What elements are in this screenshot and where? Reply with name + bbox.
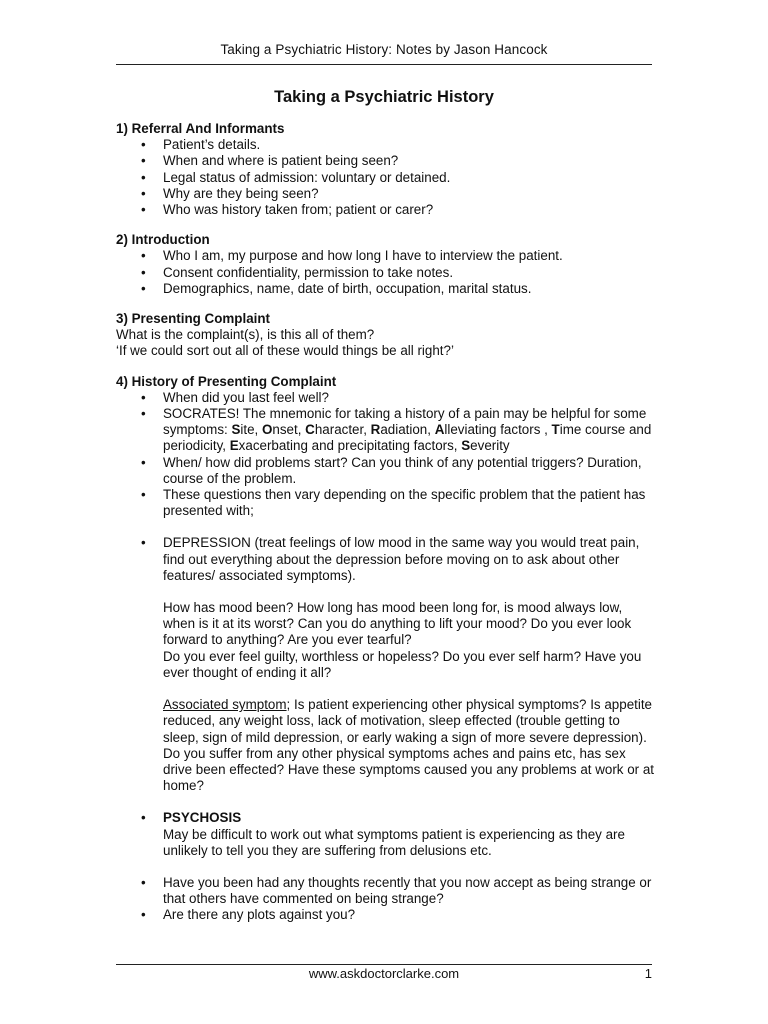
mnemonic-word: everity (470, 438, 510, 454)
mnemonic-letter: A (434, 422, 445, 438)
psychosis-label: • PSYCHOSIS (163, 810, 242, 826)
document-body (116, 121, 656, 938)
associated-symptom-text: ; Is patient experiencing other physical symptoms? Is appetite reduced, any weight loss, lack of motivation, sleep effected (trouble getting to sleep, sign of mild depression, or early waking a sign of more severe depression). Do you suffer from any other physical symptoms aches and pains etc, has sex drive been effected? Have these symptoms caused you any problems at work or at home? (163, 697, 655, 794)
psychosis-text: May be difficult to work out what symptoms patient is experiencing as they are unlikely to tell you they are suffering from delusions etc. (163, 826, 625, 858)
associated-symptoms (163, 697, 656, 794)
socrates-intro: SOCRATES! The mnemonic for taking a history of a pain may be helpful for some symptoms: (163, 406, 647, 438)
mnemonic-word: ime course and periodicity, (163, 422, 652, 454)
associated-symptom-label: Associated symptom (163, 697, 287, 713)
section-introduction (116, 232, 656, 297)
list-item: • Why are they being seen? (116, 186, 656, 202)
list-item: • Who was history taken from; patient or carer? (116, 202, 656, 218)
mnemonic-letter: E (229, 438, 239, 454)
section-referral (116, 121, 656, 218)
list-item: • Consent confidentiality, permission to take notes. (116, 265, 656, 281)
bullet-list (116, 810, 656, 859)
section-presenting-complaint (116, 311, 656, 360)
psychosis-item (116, 810, 656, 859)
section-heading: 1) Referral And Informants (116, 121, 285, 136)
mnemonic-word: haracter, (314, 422, 371, 438)
footer-divider (116, 964, 652, 965)
list-item: • When did you last feel well? (116, 390, 656, 406)
section-heading: 4) History of Presenting Complaint (116, 373, 337, 389)
section-heading: 3) Presenting Complaint (116, 311, 271, 327)
footer-url: www.askdoctorclarke.com (308, 966, 460, 981)
bullet-list (116, 875, 656, 924)
depression-item (116, 535, 656, 794)
section-history-presenting-complaint (116, 374, 656, 924)
mnemonic-word: nset, (272, 422, 306, 438)
list-item: • When and where is patient being seen? (116, 153, 656, 169)
mnemonic-word: ite, (240, 422, 262, 438)
page-number: 1 (644, 966, 652, 981)
list-item: • Are there any plots against you? (116, 907, 656, 923)
socrates-item (116, 406, 656, 455)
paragraph-line: ‘If we could sort out all of these would things be all right?’ (116, 343, 454, 359)
mnemonic-letter: S (461, 438, 471, 454)
bullet-list (116, 248, 656, 297)
list-item: • When/ how did problems start? Can you think of any potential triggers? Duration, course of the problem. (116, 455, 656, 487)
section-heading: 2) Introduction (116, 232, 210, 248)
list-item: • Legal status of admission: voluntary or detained. (116, 170, 656, 186)
depression-intro: • DEPRESSION (treat feelings of low mood in the same way you would treat pain, find out everything about the depression before moving on to ask about other features/ associated symptoms). (163, 535, 640, 583)
paragraph-line: What is the complaint(s), is this all of them? (116, 327, 375, 343)
mnemonic-letter: C (305, 422, 315, 438)
depression-questions-1: How has mood been? How long has mood been long for, is mood always low, when is it at its worst? Can you do anything to lift your mood? Do you ever look forward to anything? Are you ever tearful? (163, 600, 632, 648)
page-header: Taking a Psychiatric History: Notes by Jason Hancock (220, 42, 548, 57)
list-item: • Patient’s details. (116, 137, 656, 153)
mnemonic-word: lleviating factors , (444, 422, 552, 438)
list-item: • Have you been had any thoughts recently that you now accept as being strange or that others have commented on being strange? (116, 875, 656, 907)
mnemonic-word: xacerbating and precipitating factors, (238, 438, 462, 454)
header-divider (116, 64, 652, 65)
depression-questions-2: Do you ever feel guilty, worthless or hopeless? Do you ever self harm? Have you ever thought of ending it all? (163, 648, 642, 680)
mnemonic-word: adiation, (380, 422, 435, 438)
list-item: • Demographics, name, date of birth, occupation, marital status. (116, 281, 656, 297)
document-title: Taking a Psychiatric History (274, 88, 494, 106)
list-item: • Who I am, my purpose and how long I have to interview the patient. (116, 248, 656, 264)
bullet-list (116, 390, 656, 520)
list-item: • These questions then vary depending on the specific problem that the patient has presented with; (116, 487, 656, 519)
mnemonic-letter: T (551, 422, 560, 438)
mnemonic-letter: R (370, 422, 381, 438)
mnemonic-letter: S (231, 422, 241, 438)
bullet-list (116, 137, 656, 218)
bullet-list (116, 535, 656, 794)
mnemonic-letter: O (261, 422, 273, 438)
